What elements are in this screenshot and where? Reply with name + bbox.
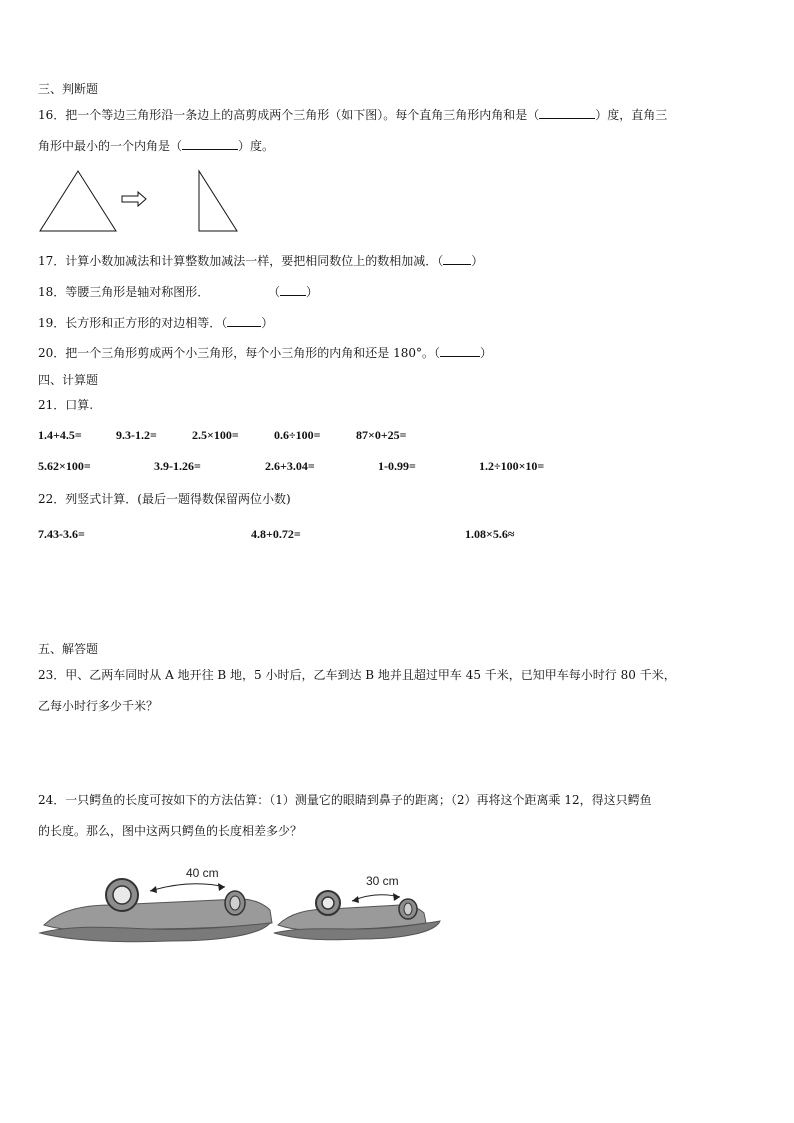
equilateral-triangle — [40, 171, 116, 231]
question-22-title: 22．列竖式计算．(最后一题得数保留两位小数) — [38, 492, 291, 506]
question-21-title: 21．口算. — [38, 398, 94, 412]
q16-triangle-figure — [38, 168, 248, 234]
question-18 — [38, 283, 209, 300]
q22-item-3: 1.08×5.6≈ — [465, 527, 515, 541]
q21-row2-item-5: 1.2÷100×10= — [479, 459, 545, 473]
question-20 — [38, 344, 492, 361]
q17-text: 17．计算小数加减法和计算整数加减法一样，要把相同数位上的数相加减．（ — [38, 254, 444, 268]
q16-answer-blank-1[interactable] — [539, 108, 595, 119]
crocodile-2-label: 30 cm — [366, 874, 399, 888]
q18-answer-blank[interactable] — [280, 285, 306, 296]
q21-row2-item-2: 3.9-1.26= — [154, 459, 201, 473]
section-title-judgement: 三、判断题 — [38, 82, 99, 96]
q18-text: 18．等腰三角形是轴对称图形． — [38, 285, 210, 299]
question-16-line-2 — [38, 137, 274, 154]
section-title-calculation: 四、计算题 — [38, 373, 99, 387]
q24-crocodile-figure — [40, 855, 445, 945]
q18-close: ） — [306, 285, 319, 299]
q16-text-a: 16．把一个等边三角形沿一条边上的高剪成两个三角形（如下图）。每个直角三角形内角和是（ — [38, 108, 540, 122]
q18-open: （ — [268, 285, 281, 299]
q19-close: ） — [261, 316, 274, 330]
right-triangle — [199, 171, 237, 231]
q16-text-d: ）度。 — [238, 139, 275, 153]
question-16-line-1 — [38, 106, 667, 123]
q17-answer-blank[interactable] — [443, 254, 471, 265]
q21-row1-item-2: 9.3-1.2= — [116, 428, 157, 442]
q20-answer-blank[interactable] — [440, 346, 480, 357]
crocodile-1-image — [40, 879, 272, 942]
right-arrow-icon — [122, 192, 146, 206]
question-23-line-1: 23．甲、乙两车同时从 A 地开往 B 地，5 小时后，乙车到达 B 地并且超过甲车 45 千米，已知甲车每小时行 80 千米， — [38, 668, 676, 682]
q20-text: 20．把一个三角形剪成两个小三角形，每个小三角形的内角和还是 180°。（ — [38, 346, 440, 360]
crocodile-2-image — [274, 891, 440, 940]
section-title-solutions: 五、解答题 — [38, 642, 99, 656]
crocodile-1-label: 40 cm — [186, 866, 219, 880]
q20-close: ） — [480, 346, 493, 360]
question-23-line-2: 乙每小时行多少千米？ — [38, 699, 159, 713]
q21-row1-item-3: 2.5×100= — [192, 428, 239, 442]
q21-row2-item-1: 5.62×100= — [38, 459, 91, 473]
q21-row1-item-5: 87×0+25= — [356, 428, 407, 442]
question-19 — [38, 314, 273, 331]
question-24-line-2: 的长度。那么，图中这两只鳄鱼的长度相差多少？ — [38, 824, 303, 838]
q16-answer-blank-2[interactable] — [182, 139, 238, 150]
question-18-answer — [268, 283, 318, 300]
q22-item-1: 7.43-3.6= — [38, 527, 85, 541]
question-24-line-1: 24．一只鳄鱼的长度可按如下的方法估算：（1）测量它的眼睛到鼻子的距离；（2）再将这个距离乘 12，得这只鳄鱼 — [38, 793, 652, 807]
q21-row1-item-4: 0.6÷100= — [274, 428, 321, 442]
q21-row1-item-1: 1.4+4.5= — [38, 428, 82, 442]
question-17 — [38, 252, 483, 269]
q19-answer-blank[interactable] — [227, 316, 261, 327]
q21-row2-item-4: 1-0.99= — [378, 459, 416, 473]
q16-text-c: 角形中最小的一个内角是（ — [38, 139, 183, 153]
q16-text-b: ）度，直角三 — [595, 108, 668, 122]
q17-close: ） — [471, 254, 484, 268]
q21-row2-item-3: 2.6+3.04= — [265, 459, 315, 473]
q19-text: 19．长方形和正方形的对边相等．（ — [38, 316, 228, 330]
q22-item-2: 4.8+0.72= — [251, 527, 301, 541]
